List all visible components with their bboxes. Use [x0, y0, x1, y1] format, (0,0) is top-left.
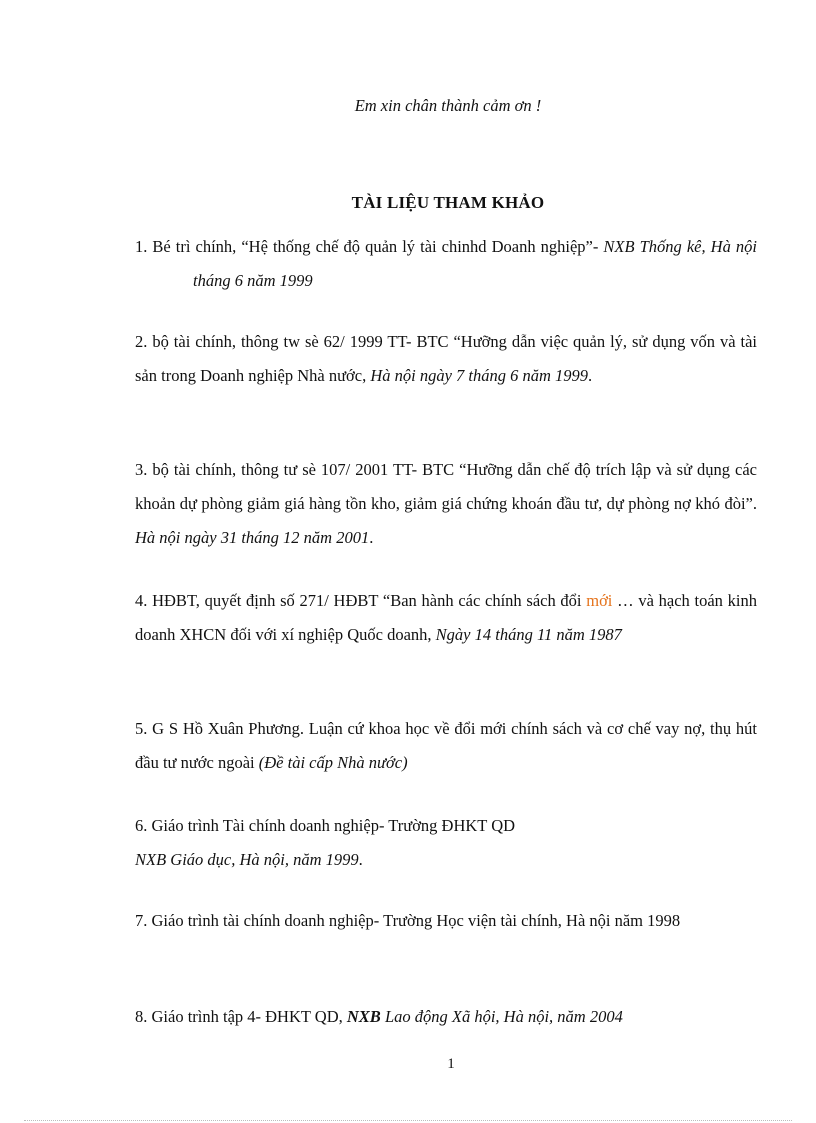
page-bottom-divider [24, 1120, 792, 1121]
reference-8-publisher-abbr: NXB [346, 1007, 381, 1026]
reference-8-text: 8. Giáo trình tập 4- ĐHKT QD, [135, 1007, 347, 1026]
reference-3-tail: . [369, 528, 374, 547]
reference-item-1 [135, 230, 757, 298]
reference-5-note: (Đề tài cấp Nhà nước) [258, 753, 408, 772]
reference-2-text: 2. bộ tài chính, thông tw sè 62/ 1999 TT- BTC “Hưỡng dẫn việc quản lý, sử dụng vốn và tài sản trong Doanh nghiệp Nhà nước, [135, 332, 757, 385]
reference-8-publisher: Lao động Xã hội, Hà nội, năm 2004 [380, 1007, 623, 1026]
reference-item-3 [135, 453, 757, 555]
reference-item-5 [135, 712, 757, 780]
references-title: TÀI LIỆU THAM KHẢO [351, 193, 545, 212]
reference-3-date: Hà nội ngày 31 tháng 12 năm 2001 [135, 528, 370, 547]
reference-1-text: 1. Bé trì chính, “Hệ thống chế độ quản lý tài chinhd Doanh nghiệp”- [135, 237, 604, 256]
page-number: 1 [447, 1056, 455, 1072]
reference-6-text: 6. Giáo trình Tài chính doanh nghiệp- Trường ĐHKT QD [135, 816, 516, 835]
reference-5-text: 5. G S Hồ Xuân Phương. Luận cứ khoa học về đổi mới chính sách và cơ chế vay nợ, thụ hút đầu tư nước ngoài [135, 719, 757, 772]
reference-1-publisher: NXB Thống kê, Hà nội [603, 237, 757, 256]
reference-item-7 [135, 904, 757, 938]
reference-4-highlight: mới [586, 591, 613, 610]
reference-item-4 [135, 584, 757, 652]
reference-4-date: Ngày 14 tháng 11 năm 1987 [435, 625, 622, 644]
reference-3-text: 3. bộ tài chính, thông tư sè 107/ 2001 TT- BTC “Hưỡng dẫn chế độ trích lập và sử dụng các khoản dự phòng giảm giá hàng tồn kho, giảm giá chứng khoán đầu tư, dự phòng nợ khó đòi”. [135, 460, 757, 513]
reference-6-tail: . [358, 850, 363, 869]
reference-6-publisher: NXB Giáo dục, Hà nội, năm 1999 [135, 850, 359, 869]
reference-1-date: tháng 6 năm 1999 [193, 271, 313, 290]
reference-item-6 [135, 809, 757, 877]
reference-item-2 [135, 325, 757, 393]
closing-thanks: Em xin chân thành cảm ơn ! [354, 96, 542, 115]
reference-4-text-b: … và hạch toán kinh doanh XHCN đối với xí nghiệp Quốc doanh, [135, 591, 757, 644]
reference-2-tail: . [588, 366, 593, 385]
reference-item-8 [135, 1000, 757, 1034]
reference-4-text-a: 4. HĐBT, quyết định số 271/ HĐBT “Ban hành các chính sách đổi [135, 591, 587, 610]
reference-2-date: Hà nội ngày 7 tháng 6 năm 1999 [370, 366, 589, 385]
reference-7-text: 7. Giáo trình tài chính doanh nghiệp- Trường Học viện tài chính, Hà nội năm 1998 [135, 911, 681, 930]
